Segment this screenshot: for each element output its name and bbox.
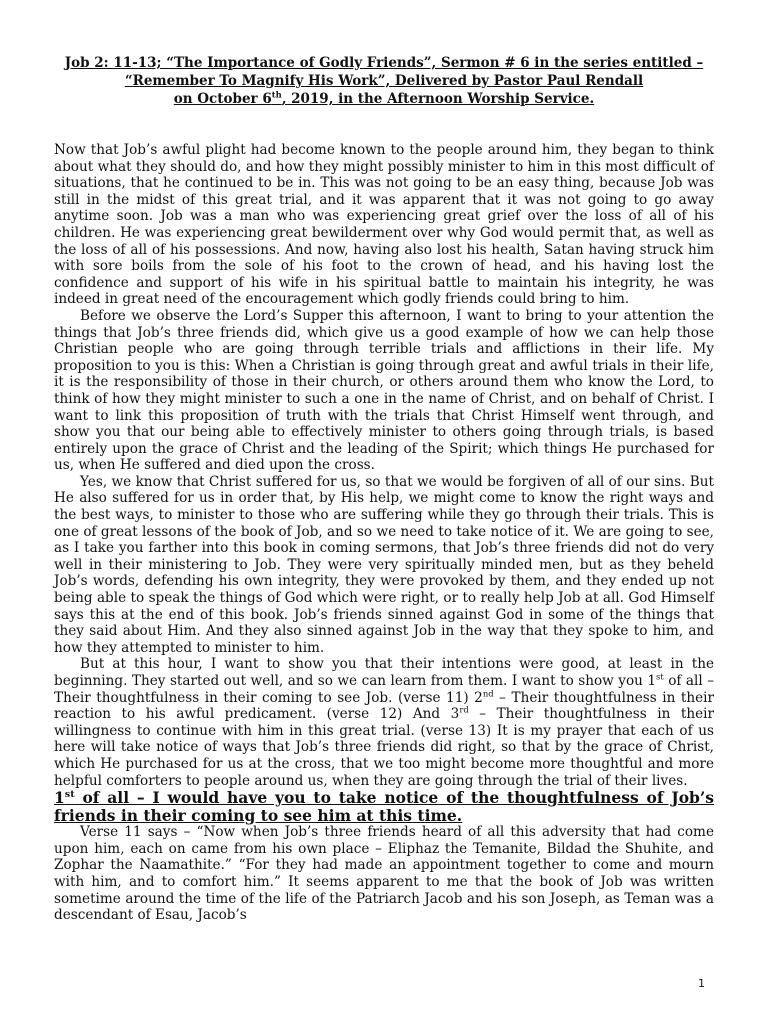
title-line-1: Job 2: 11-13; “The Importance of Godly Friends”, Sermon # 6 in the series entitled –	[64, 55, 704, 71]
paragraph-4-part-a: But at this hour, I want to show you that their intentions were good, at least in the beginning. They started out well, and so we can learn from them. I want to show you 1	[54, 656, 714, 689]
title-line-3-sup: th	[271, 89, 282, 100]
paragraph-5: Verse 11 says – “Now when Job’s three friends heard of all this adversity that had come upon him, each on came from his own place – Eliphaz the Temanite, Bildad the Shuhite, and Zophar the Naamathite.” “For they had made an appointment together to come and mourn with him, and to comfort him.” It seems apparent to me that the book of Job was written sometime around the time of the life of the Patriarch Jacob and his son Joseph, as Teman was a descendant of Esau, Jacob’s	[54, 824, 714, 924]
section-heading-sup: st	[64, 789, 75, 800]
sermon-body	[54, 142, 714, 924]
title-line-2: “Remember To Magnify His Work”, Delivered by Pastor Paul Rendall	[124, 73, 644, 89]
paragraph-4-part-d: – Their thoughtfulness in their willingness to continue with him in this great trial. (verse 13) It is my prayer that each of us here will take notice of ways that Job’s three friends did right, so that by the grace of Christ, which He purchased for us at the cross, that we too might become more thoughtful and more helpful comforters to people around us, when they are going through the trial of their lives.	[54, 706, 715, 789]
section-heading-number: 1	[54, 788, 65, 808]
title-line-3-post: , 2019, in the Afternoon Worship Service.	[281, 91, 595, 107]
ordinal-sup-1: st	[656, 671, 664, 682]
paragraph-3: Yes, we know that Christ suffered for us, so that we would be forgiven of all of our sins. But He also suffered for us in order that, by His help, we might come to know the right ways and the best ways, to minister to those who are suffering while they go through their trials. This is one of great lessons of the book of Job, and so we need to take notice of it. We are going to see, as I take you farther into this book in coming sermons, that Job’s three friends did not do very well in their ministering to Job. They were very spiritually minded men, but as they beheld Job’s words, defending his own integrity, they were provoked by them, and they ended up not being able to speak the things of God which were right, or to really help Job at all. God Himself says this at the end of this book. Job’s friends sinned against God in some of the things that they said about Him. And they also sinned against Job in the way that they spoke to him, and how they attempted to minister to him.	[54, 473, 714, 656]
paragraph-4	[54, 656, 714, 789]
title-line-3-pre: on October 6	[173, 91, 272, 107]
section-heading	[54, 789, 714, 824]
paragraph-4-part-b: of all – Their thoughtfulness in their coming to see Job. (verse 11) 2	[54, 673, 715, 706]
title-line-3	[54, 90, 714, 108]
sermon-title	[54, 54, 714, 108]
ordinal-sup-3: rd	[459, 704, 469, 715]
paragraph-4-part-c: – Their thoughtfulness in their reaction to his awful predicament. (verse 12) And 3	[54, 689, 714, 723]
paragraph-1: Now that Job’s awful plight had become known to the people around him, they began to think about what they should do, and how they might possibly minister to him in this most difficult of situations, that he continued to be in. This was not going to be an easy thing, because Job was still in the midst of this great trial, and it was apparent that it was not going to go away anytime soon. Job was a man who was experiencing great grief over the loss of all of his children. He was experiencing great bewilderment over why God would permit that, as well as the loss of all of his possessions. And now, having also lost his health, Satan having struck him with sore boils from the sole of his foot to the crown of head, and his having lost the confidence and support of his wife in his spiritual battle to maintain his integrity, he was indeed in great need of the encouragement which godly friends could bring to him.	[54, 142, 714, 308]
paragraph-2: Before we observe the Lord’s Supper this afternoon, I want to bring to your attention the things that Job’s three friends did, which give us a good example of how we can help those Christian people who are going through terrible trials and afflictions in their life. My proposition to you is this: When a Christian is going through great and awful trials in their life, it is the responsibility of those in their church, or others around them who know the Lord, to think of how they might minister to such a one in the name of Christ, and on behalf of Christ. I want to link this proposition of truth with the trials that Christ Himself went through, and show you that our being able to effectively minister to others going through trials, is based entirely upon the grace of Christ and the leading of the Spirit; which things He purchased for us, when He suffered and died upon the cross.	[54, 307, 714, 474]
section-heading-text: of all – I would have you to take notice of the thoughtfulness of Job’s friends in their coming to see him at this time.	[54, 788, 714, 825]
ordinal-sup-2: nd	[482, 688, 494, 699]
page-number: 1	[698, 977, 705, 990]
